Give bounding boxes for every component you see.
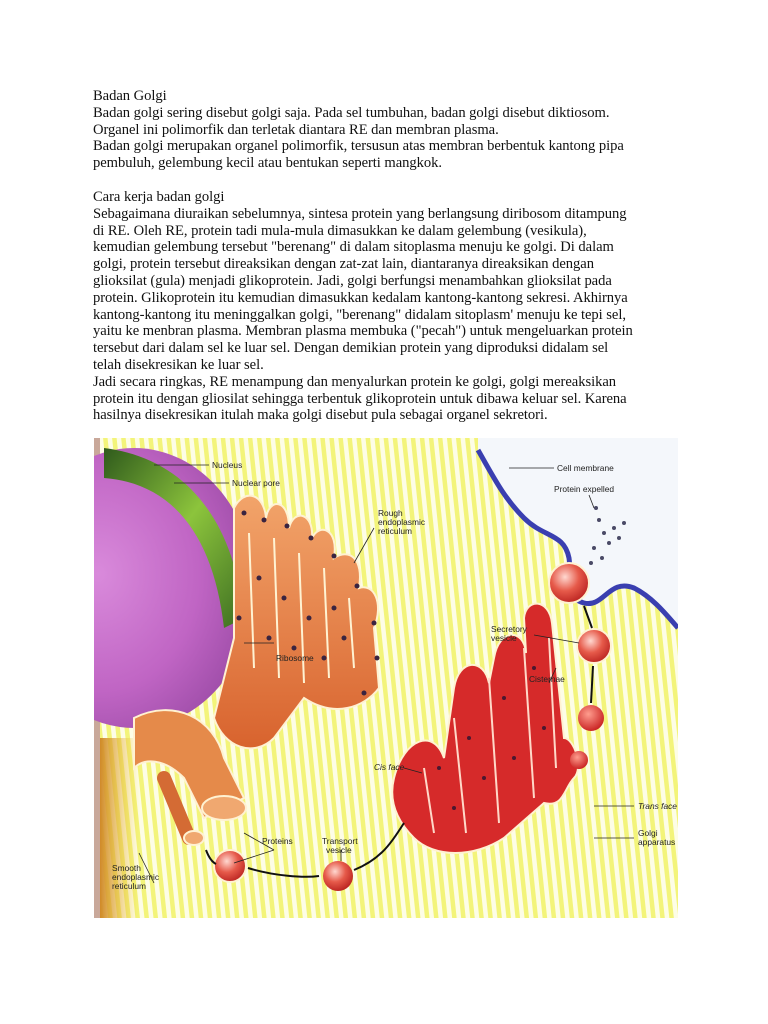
label-smooth-er-2: endoplasmic (112, 872, 160, 882)
paragraph-line: golgi, protein tersebut direaksikan dengan zat-zat lain, diantaranya direaksikan dengan (93, 256, 594, 273)
label-nuclear-pore: Nuclear pore (232, 478, 280, 488)
paragraph-line: telah disekresikan ke luar sel. (93, 356, 264, 373)
paragraph-line: Sebagaimana diuraikan sebelumnya, sintesa protein yang berlangsung diribosom ditampung (93, 205, 627, 222)
paragraph-line: protein itu dengan gliosilat sehingga terbentuk glikoprotein untuk dibawa keluar sel. Karena (93, 390, 627, 407)
paragraph-line: protein. Glikoprotein itu kemudian dimasukkan kedalam kantong-kantong sekresi. Akhirnya (93, 289, 628, 306)
label-protein-expelled: Protein expelled (554, 484, 615, 494)
intro-section (93, 88, 693, 172)
paragraph-line: Organel ini polimorfik dan terletak diantara RE dan membran plasma. (93, 121, 499, 138)
label-golgi-apparatus-1: Golgi (638, 828, 658, 838)
label-trans-face: Trans face (638, 801, 677, 811)
label-golgi-apparatus-2: apparatus (638, 837, 676, 847)
label-cis-face: Cis face (374, 762, 405, 772)
section-heading: Cara kerja badan golgi (93, 189, 225, 205)
label-nucleus: Nucleus (212, 460, 243, 470)
label-transport-vesicle-2: vesicle (326, 845, 352, 855)
label-cell-membrane: Cell membrane (557, 463, 614, 473)
secretory-vesicle (577, 629, 611, 663)
paragraph-line: Jadi secara ringkas, RE menampung dan menyalurkan protein ke golgi, golgi mereaksikan (93, 373, 617, 390)
golgi-secretion-diagram (94, 438, 678, 918)
paragraph-line: di RE. Oleh RE, protein tadi mula-mula dimasukkan ke dalam gelembung (vesikula), (93, 222, 587, 239)
label-secretory-vesicle-2: vesicle (491, 633, 517, 643)
paragraph-line: kantong-kantong itu meninggalkan golgi, "berenang" didalam sitoplasm' menuju ke tepi sel, (93, 306, 626, 323)
paragraph-line: hasilnya disekresikan itulah maka golgi disebut pula sebagai organel sekretori. (93, 407, 548, 424)
section-heading: Badan Golgi (93, 88, 167, 104)
label-transport-vesicle-1: Transport (322, 836, 358, 846)
paragraph-line: yaitu ke menbran plasma. Membran plasma membuka ("pecah") untuk mengeluarkan protein (93, 323, 633, 340)
paragraph-line: glioksilat (gula) menjadi glikoprotein. Jadi, golgi berfungsi menambahkan glioksilat pada (93, 272, 612, 289)
label-ribosome: Ribosome (276, 653, 314, 663)
transport-vesicle (323, 861, 353, 891)
label-rough-er-3: reticulum (378, 526, 412, 536)
label-cisternae: Cisternae (529, 674, 565, 684)
label-secretory-vesicle-1: Secretory (491, 624, 527, 634)
paragraph-line: Badan golgi merupakan organel polimorfik, tersusun atas membran berbentuk kantong pipa (93, 138, 624, 155)
paragraph-line: kemudian gelembung tersebut "berenang" di dalam sitoplasma menuju ke golgi. Di dalam (93, 239, 614, 256)
paragraph-line: tersebut dari dalam sel ke luar sel. Dengan demikian protein yang diproduksi didalam sel (93, 340, 609, 357)
label-rough-er-1: Rough (378, 508, 403, 518)
label-rough-er-2: endoplasmic (378, 517, 426, 527)
label-smooth-er-3: reticulum (112, 881, 146, 891)
paragraph-line: pembuluh, gelembung kecil atau bentukan seperti mangkok. (93, 155, 442, 172)
label-smooth-er-1: Smooth (112, 863, 141, 873)
mechanism-section (93, 189, 693, 424)
label-proteins: Proteins (262, 836, 293, 846)
paragraph-line: Badan golgi sering disebut golgi saja. Pada sel tumbuhan, badan golgi disebut diktiosom. (93, 104, 610, 121)
protein-vesicle (214, 850, 246, 882)
